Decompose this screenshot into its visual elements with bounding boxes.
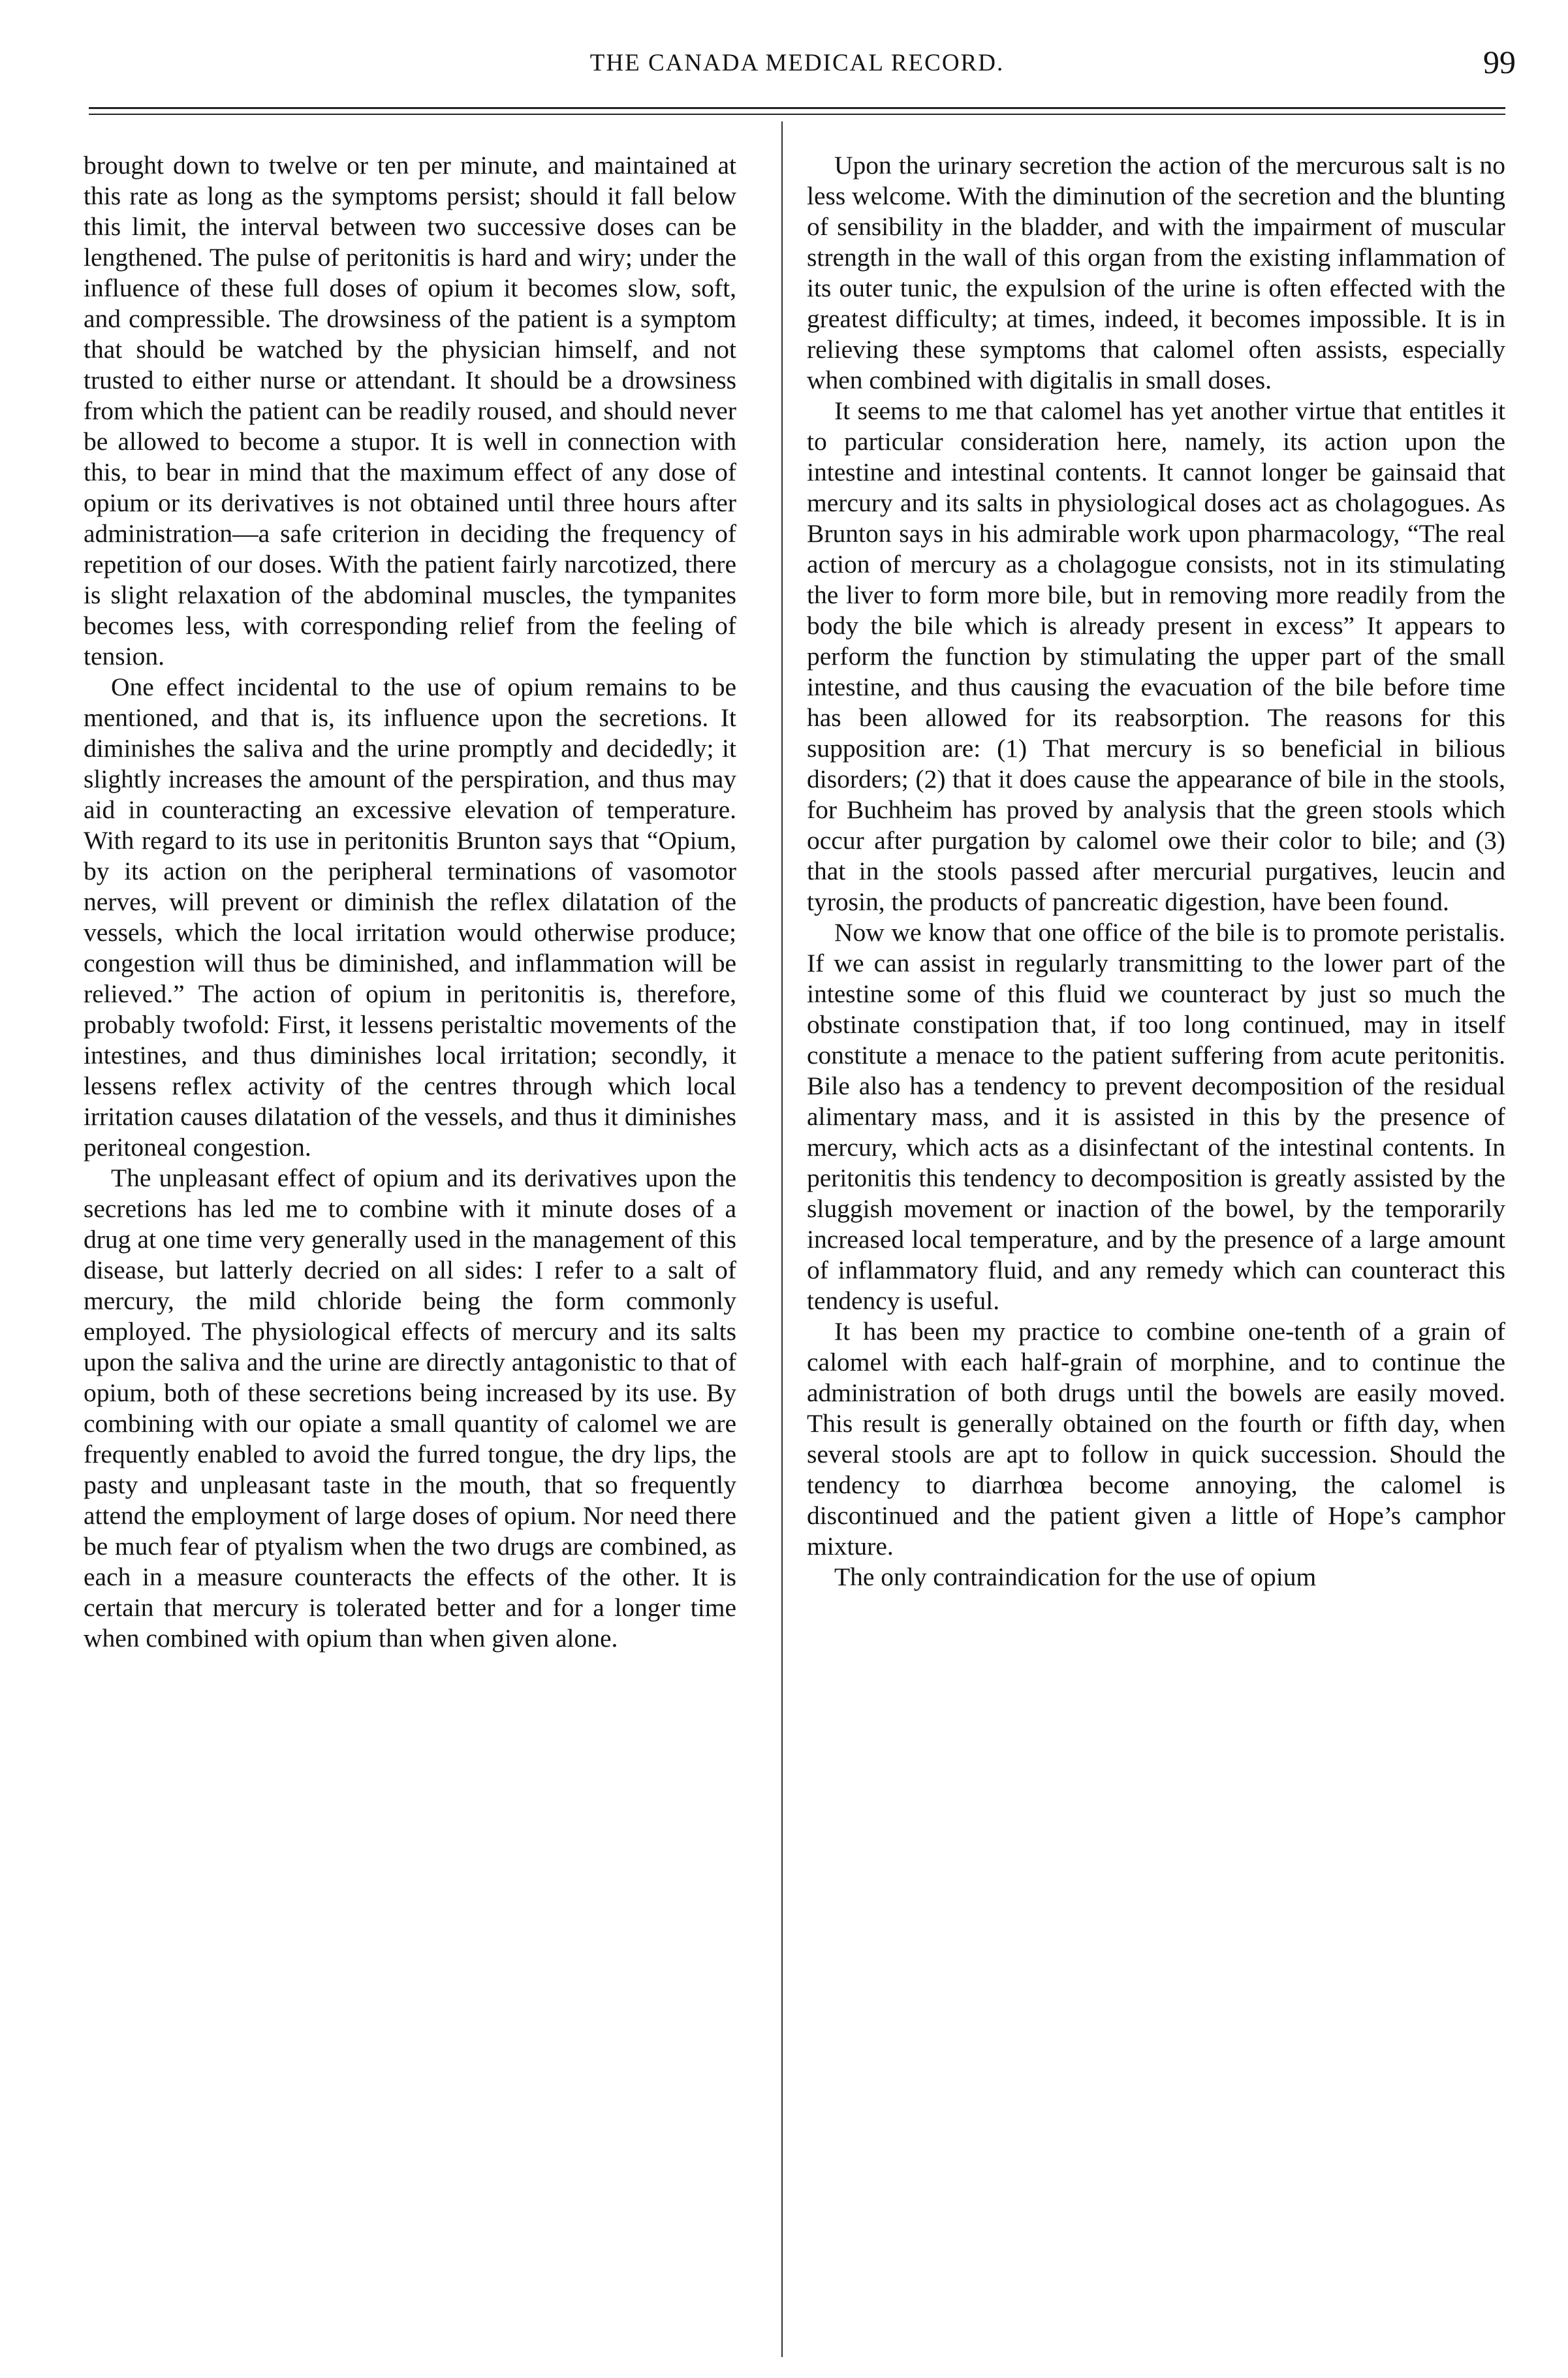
left-column: [84, 150, 736, 2344]
journal-title: THE CANADA MEDICAL RECORD.: [589, 50, 1005, 76]
right-paragraph-5: The only contraindication for the use of opium: [834, 1562, 1317, 1591]
right-paragraph-4: It has been my practice to combine one-tenth of a grain of calomel with each half-grain of morphine, and to continue the administration of both drugs until the bowels are easily moved. This result is generally obtained on the fourth or fifth day, when several stools are apt to follow in quick succession. Should the tendency to diarrhœa become annoying, the calomel is discontinued and the patient given a little of Hope’s camphor mixture.: [807, 1317, 1505, 1561]
page-number: 99: [1483, 44, 1516, 80]
left-paragraph-1: brought down to twelve or ten per minute, and maintained at this rate as long as the symptoms persist; should it fall below this limit, the interval between two successive doses can be lengthened. The pulse of peritonitis is hard and wiry; under the influence of these full doses of opium it becomes slow, soft, and compressible. The drowsiness of the patient is a symptom that should be watched by the physician himself, and not trusted to either nurse or attendant. It should be a drowsiness from which the patient can be readily roused, and should never be allowed to become a stupor. It is well in connection with this, to bear in mind that the maximum effect of any dose of opium or its derivatives is not obtained until three hours after administration—a safe criterion in deciding the frequency of repetition of our doses. With the patient fairly narcotized, there is slight relaxation of the abdominal muscles, the tympanites becomes less, with corresponding relief from the feeling of tension.: [84, 151, 736, 671]
header-rule-bottom: [89, 114, 1505, 115]
left-paragraph-3: The unpleasant effect of opium and its derivatives upon the secretions has led me to combine with it minute doses of a drug at one time very generally used in the management of this disease, but latterly decried on all sides: I refer to a salt of mercury, the mild chloride being the form commonly employed. The physiological effects of mercury and its salts upon the saliva and the urine are directly antagonistic to that of opium, both of these secretions being increased by its use. By combining with our opiate a small quantity of calomel we are frequently enabled to avoid the furred tongue, the dry lips, the pasty and unpleasant taste in the mouth, that so frequently attend the employment of large doses of opium. Nor need there be much fear of ptyalism when the two drugs are combined, as each in a measure counteracts the effects of the other. It is certain that mercury is tolerated better and for a longer time when combined with opium than when given alone.: [84, 1164, 736, 1653]
right-paragraph-3: Now we know that one office of the bile is to promote peristalis. If we can assist in regularly transmitting to the lower part of the intestine some of this fluid we counteract by just so much the obstinate constipation that, if too long continued, may in itself constitute a menace to the patient suffering from acute peritonitis. Bile also has a tendency to prevent decomposition of the residual alimentary mass, and it is assisted in this by the presence of mercury, which acts as a disinfectant of the intestinal contents. In peritonitis this tendency to decomposition is greatly assisted by the sluggish movement or inaction of the bowel, by the temporarily increased local temperature, and by the presence of a large amount of inflammatory fluid, and any remedy which can counteract this tendency is useful.: [807, 918, 1505, 1315]
right-column: [807, 150, 1505, 2344]
right-paragraph-2: It seems to me that calomel has yet another virtue that entitles it to particular consideration here, namely, its action upon the intestine and intestinal contents. It cannot longer be gainsaid that mercury and its salts in physiological doses act as cholagogues. As Brunton says in his admirable work upon pharmacology, “The real action of mercury as a cholagogue consists, not in its stimulating the liver to form more bile, but in removing more readily from the body the bile which is already present in excess” It appears to perform the function by stimulating the upper part of the small intestine, and thus causing the evacuation of the bile before time has been allowed for its reabsorption. The reasons for this supposition are: (1) That mercury is so beneficial in bilious disorders; (2) that it does cause the appearance of bile in the stools, for Buchheim has proved by analysis that the green stools which occur after purgation by calomel owe their color to bile; and (3) that in the stools passed after mercurial purgatives, leucin and tyrosin, the products of pancreatic digestion, have been found.: [807, 396, 1505, 916]
left-paragraph-2: One effect incidental to the use of opium remains to be mentioned, and that is, its influence upon the secretions. It diminishes the saliva and the urine promptly and decidedly; it slightly increases the amount of the perspiration, and thus may aid in counteracting an excessive elevation of temperature. With regard to its use in peritonitis Brunton says that “Opium, by its action on the peripheral terminations of vasomotor nerves, will prevent or diminish the reflex dilatation of the vessels, which the local irritation would otherwise produce; congestion will thus be diminished, and inflammation will be relieved.” The action of opium in peritonitis is, therefore, probably twofold: First, it lessens peristaltic movements of the intestines, and thus diminishes local irritation; secondly, it lessens reflex activity of the centres through which local irritation causes dilatation of the vessels, and thus it diminishes peritoneal congestion.: [84, 673, 736, 1162]
right-paragraph-1: Upon the urinary secretion the action of the mercurous salt is no less welcome. With the diminution of the secretion and the blunting of sensibility in the bladder, and with the impairment of muscular strength in the wall of this organ from the existing inflammation of its outer tunic, the expulsion of the urine is often effected with the greatest difficulty; at times, indeed, it becomes impossible. It is in relieving these symptoms that calomel often assists, especially when combined with digitalis in small doses.: [807, 151, 1505, 394]
column-divider: [781, 121, 783, 2357]
running-head: [78, 46, 1516, 85]
header-rule-top: [89, 107, 1505, 109]
